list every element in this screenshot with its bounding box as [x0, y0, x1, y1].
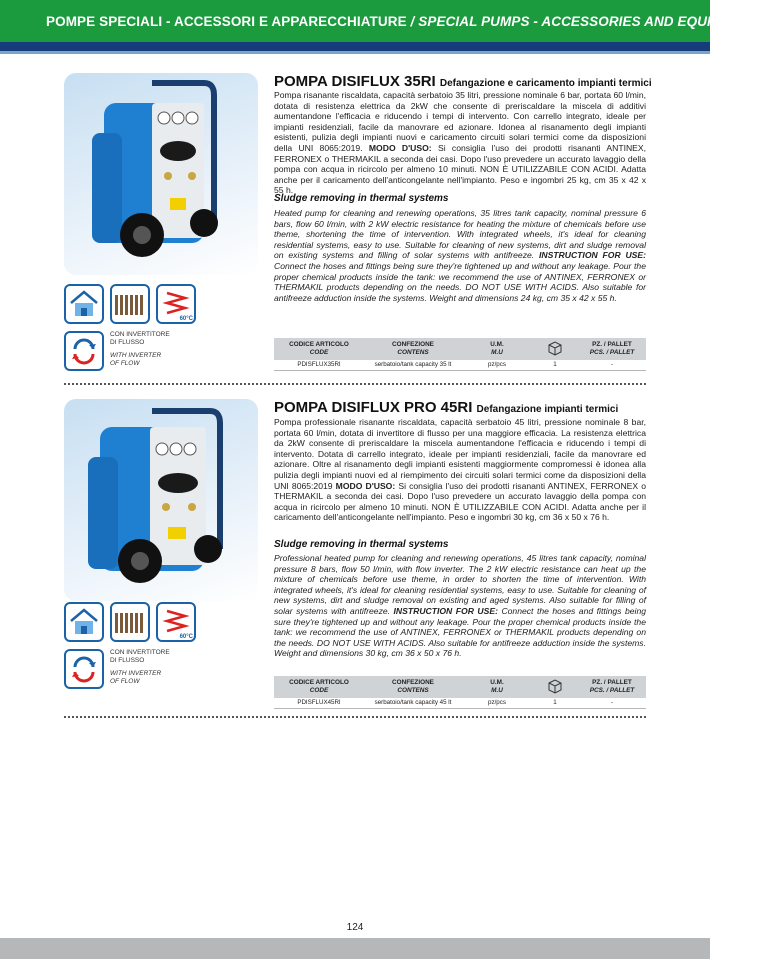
- radiator-icon: [110, 284, 150, 324]
- header-stripe: [0, 42, 710, 51]
- header-stripe-light: [0, 51, 710, 54]
- product-description-it: Pompa risanante riscaldata, capacità serbatoio 35 litri, pressione nominale 6 bar, portata 60 l/min, dotata di resistenza elettrica da 2kW che consente di preriscaldare la miscela di additivi aumentandone l'efficacia e riducendo i tempi di intervento. Con carrello integrato, ideale per impianti residenziali, facile da manovrare ed azionare. Idonea al risanamento degli impianti esistenti, pulizia degli impianti nuovi e caricamento circuiti solari termici come da disposizioni della UNI 8065:2019. MODO D'USO: Si consiglia l'uso dei prodotti risananti ANTINEX, FERRONEX o THERMAKIL a seconda dei casi. Dopo l'uso prevedere un accurato lavaggio della pompa con acqua in ricircolo per almeno 10 minuti. NON È UTILIZZABILE CON ACIDI. Adatta anche per il caricamento dell'anticongelante nell'impianto. Peso e ingombri 25 kg, cm 35 x 42 x 55 h.: [274, 90, 647, 196]
- heat-resistance-60c-icon: 60°C: [156, 284, 196, 324]
- flow-inverter-label: CON INVERTITORE DI FLUSSO WITH INVERTER OF FLOW: [110, 331, 170, 367]
- pump-illustration: [64, 399, 258, 601]
- col-code: CODICE ARTICOLO CODE: [274, 338, 364, 360]
- pump-illustration: [64, 73, 258, 275]
- product-photo: [64, 399, 258, 601]
- feature-icons: [64, 284, 196, 324]
- col-pallet: PZ. / PALLET PCS. / PALLET: [578, 676, 646, 698]
- table-row: PDISFLUX35RI serbatoio/tank capacity 35 lt pz/pcs 1 -: [274, 360, 646, 370]
- product-spec-table: [274, 338, 646, 371]
- page-header: [0, 0, 759, 42]
- product-photo: [64, 73, 258, 275]
- col-pallet: PZ. / PALLET PCS. / PALLET: [578, 338, 646, 360]
- flow-inverter-badge: [64, 331, 170, 371]
- product-title: POMPA DISIFLUX PRO 45RI Defangazione impianti termici: [274, 399, 619, 416]
- table-row: PDISFLUX45RI serbatoio/tank capacity 45 lt pz/pcs 1 -: [274, 698, 646, 708]
- section-divider: [64, 716, 646, 718]
- product-title: POMPA DISIFLUX 35RI Defangazione e caricamento impianti termici: [274, 73, 652, 90]
- col-pack: CONFEZIONE CONTENS: [364, 676, 462, 698]
- product-description-en: Professional heated pump for cleaning and renewing operations, 45 litres tank capacity, nominal pressure 8 bars, flow 50 l/min, with flow inverter. The 2 kW electric resistance can heat up the mixture of chemicals before use theme, in order to shorten the time of intervention. With integrated wheels, it's ideal for cleaning residential systems, easy to use. Suitable for cleaning of new systems, dirt and sludge removal on existing and aged systems. Also suitable for filling of solar systems with antifreeze. INSTRUCTION FOR USE: Connect the hoses and fittings being sure they're tightened up and without any leakage. Pour the proper chemical products inside the tank: we recommend the use of ANTINEX, FERRONEX or THERMAKIL products depending on the needs. DO NOT USE WITH ACIDS. Also suitable for antifreeze adduction inside the systems. Weight and dimensions 30 kg, cm 36 x 50 x 76 h.: [274, 553, 647, 659]
- box-icon: [532, 676, 578, 698]
- box-icon: [532, 338, 578, 360]
- page-number: 124: [346, 922, 364, 933]
- col-pack: CONFEZIONE CONTENS: [364, 338, 462, 360]
- header-title: POMPE SPECIALI - ACCESSORI E APPARECCHIATURE / SPECIAL PUMPS - ACCESSORIES AND EQUIPMENT: [46, 13, 759, 29]
- product-description-it: Pompa professionale risanante riscaldata, capacità serbatoio 45 litri, pressione nominale 8 bar, portata 60 l/min, dotata di invertitore di flusso per una maggiore efficacia. La resistenza elettrica da 2kW consente di preriscaldare la miscela aumentandone l'efficacia e riducendo i tempi di intervento. Dotata di carrello integrato, ideale per impianti residenziali, facile da manovrare ed azionare. Oltre al risanamento degli impianti esistenti maggiormente compromessi è idonea alla pulizia degli impianti nuovi ed al riempimento dei circuiti solari termici come da disposizioni della UNI 8065:2019 MODO D'USO: Si consiglia l'uso dei prodotti risananti ANTINEX, FERRONEX o THERMAKIL a seconda dei casi. Dopo l'uso prevedere un accurato lavaggio della pompa con acqua in ricircolo per almeno 10 minuti. NON È UTILIZZABILE CON ACIDI. Adatta anche per il caricamento dell'anticongelante nell'impianto. Peso e ingombri 30 kg, cm 36 x 50 x 76 h.: [274, 417, 647, 523]
- col-um: U.M. M.U: [462, 676, 532, 698]
- flow-inverter-badge: [64, 649, 170, 689]
- heat-resistance-60c-icon: 60°C: [156, 602, 196, 642]
- flow-inverter-icon: [64, 331, 104, 371]
- col-um: U.M. M.U: [462, 338, 532, 360]
- radiator-icon: [110, 602, 150, 642]
- house-heating-icon: [64, 284, 104, 324]
- product-subtitle-en: Sludge removing in thermal systems: [274, 539, 449, 550]
- flow-inverter-label: CON INVERTITORE DI FLUSSO WITH INVERTER OF FLOW: [110, 649, 170, 685]
- section-divider: [64, 383, 646, 385]
- feature-icons: [64, 602, 196, 642]
- col-code: CODICE ARTICOLO CODE: [274, 676, 364, 698]
- product-description-en: Heated pump for cleaning and renewing operations, 35 litres tank capacity, nominal pressure 6 bars, flow 60 l/min, with 2 kW electric resistance for heating the mixture of chemicals before use theme, shortening the time of intervention. With integrated wheels, it's ideal for cleaning residential systems, easy to use. Suitable for cleaning of new systems, dirt and sludge removal on existing systems and filling of solar systems with antifreeze. INSTRUCTION FOR USE: Connect the hoses and fittings being sure they're tightened up and without any leakage. Pour the proper chemical products inside the tank: we recommend the use of ANTINEX, FERRONEX or THERMAKIL products depending on the needs. DO NOT USE WITH ACIDS. Also suitable for antifreeze adduction inside the systems. Weight and dimensions 24 kg, cm 35 x 42 x 55 h.: [274, 208, 647, 303]
- flow-inverter-icon: [64, 649, 104, 689]
- house-heating-icon: [64, 602, 104, 642]
- product-spec-table: [274, 676, 646, 709]
- page-footer: [0, 938, 710, 959]
- product-subtitle-en: Sludge removing in thermal systems: [274, 193, 449, 204]
